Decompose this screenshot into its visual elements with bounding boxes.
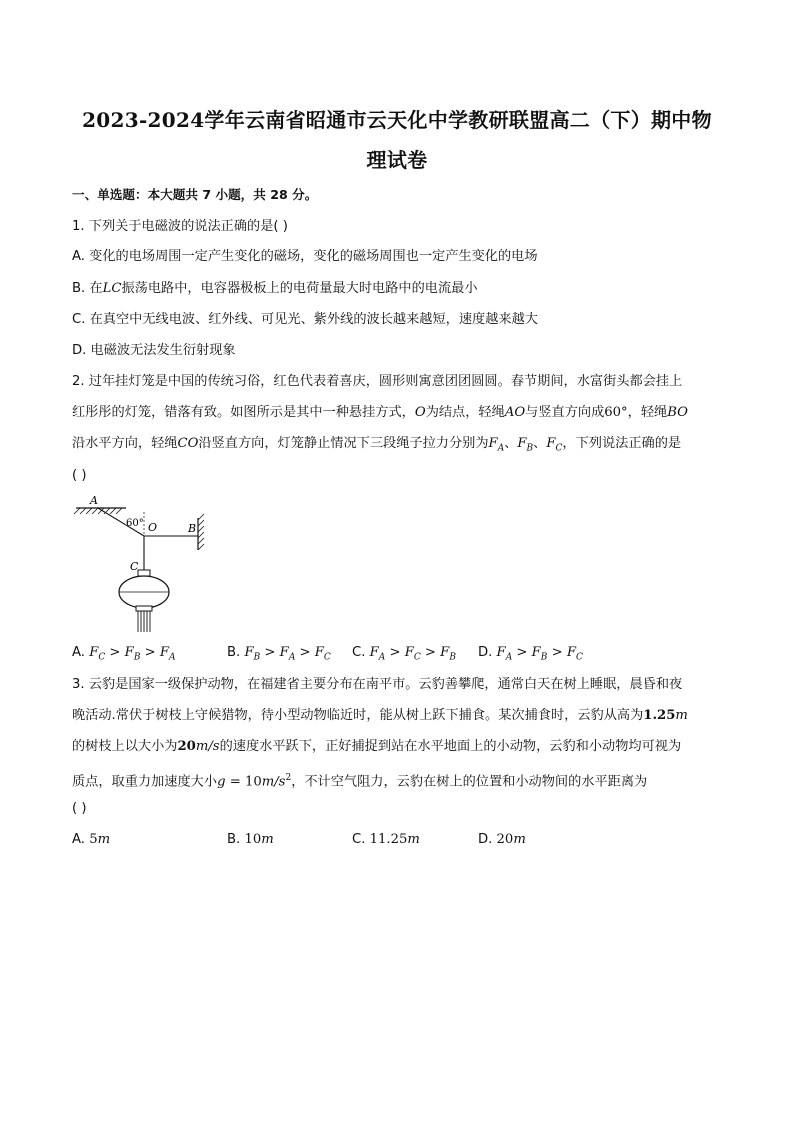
label-a: A (90, 494, 98, 507)
force-symbol: F (440, 645, 450, 660)
q3-text: 质点，取重力加速度大小 (72, 774, 218, 790)
force-symbol: F (89, 645, 99, 660)
q2-rope-bo-symbol: BO (667, 405, 688, 420)
q3-option-d-label: D. (478, 832, 497, 847)
q3-option-c (352, 830, 420, 850)
label-o: O (148, 521, 158, 534)
force-subscript: C (413, 652, 421, 663)
force-symbol: F (369, 645, 379, 660)
q2-knot-symbol: O (414, 405, 426, 420)
lantern-diagram (70, 490, 220, 640)
q3-gravity-symbol: g (217, 774, 226, 790)
q3-stem-line4 (72, 768, 647, 792)
force-subscript: C (576, 652, 583, 663)
q3-text: 晚活动.常伏于树枝上守候猎物，待小型动物临近时，能从树上跃下捕食。某次捕食时，云豹从高为 (72, 708, 644, 723)
q3-option-a-unit: m (97, 832, 111, 847)
q2-option-d-label: D. (478, 645, 497, 660)
q3-option-a-label: A. (72, 832, 90, 847)
q2-option-a (72, 643, 176, 668)
q3-option-d-unit: m (513, 832, 526, 847)
force-subscript: B (133, 652, 141, 663)
q3-option-a (72, 830, 110, 850)
gt-sign: > (512, 645, 532, 660)
gt-sign: > (420, 645, 441, 660)
exam-title-line2: 理试卷 (366, 148, 428, 172)
q2-text: 、 (533, 436, 547, 451)
q2-text: ，下列说法正确的是 (562, 436, 682, 451)
q2-force-symbol: F (517, 436, 527, 451)
q2-text: 红彤彤的灯笼，错落有致。如图所示是其中一种悬挂方式， (72, 405, 415, 420)
q3-stem-line1: 3. 云豹是国家一级保护动物，在福建省主要分布在南平市。云豹善攀爬，通常白天在树上睡眠，晨昏和夜 (72, 677, 683, 692)
q2-option-a-label: A. (72, 645, 90, 660)
q2-stem-line1: 2. 过年挂灯笼是中国的传统习俗，红色代表着喜庆，圆形则寓意团团圆圆。春节期间，水富街头都会挂上 (72, 374, 683, 389)
force-symbol: F (279, 645, 289, 660)
force-symbol: F (531, 645, 541, 660)
q2-answer-bracket: ( ) (72, 468, 87, 483)
q2-force-subscript: A (497, 443, 505, 454)
q3-text: 的速度水平跃下，正好捕捉到站在水平地面上的小动物，云豹和小动物均可视为 (219, 739, 682, 754)
force-subscript: C (98, 652, 106, 663)
force-subscript: B (540, 652, 548, 663)
q2-text: 、 (504, 436, 518, 451)
force-subscript: A (288, 652, 296, 663)
force-subscript: B (449, 652, 456, 663)
q3-height-unit: m (675, 708, 688, 723)
label-angle: 60° (126, 518, 144, 529)
q3-option-c-value: 11.25 (369, 832, 408, 847)
q1-option-b-pre: B. 在 (72, 281, 103, 296)
q1-lc-symbol: LC (102, 281, 122, 296)
force-subscript: A (505, 652, 513, 663)
q1-option-b-post: 振荡电路中，电容器极板上的电荷量最大时电路中的电流最小 (121, 281, 478, 296)
q2-stem-line2 (72, 403, 688, 423)
q3-text: 的树枝上以大小为 (72, 739, 178, 754)
q2-option-c-label: C. (352, 645, 370, 660)
label-b: B (188, 522, 197, 535)
q3-option-c-unit: m (407, 832, 420, 847)
q2-rope-ao-symbol: AO (504, 405, 526, 420)
q3-option-b-label: B. (227, 832, 245, 847)
q2-text: 沿竖直方向，灯笼静止情况下三段绳子拉力分别为 (198, 436, 489, 451)
lantern-tassels (138, 611, 150, 632)
q2-option-b-label: B. (227, 645, 245, 660)
q2-rope-co-symbol: CO (177, 436, 199, 451)
q3-option-d (478, 830, 526, 850)
q2-stem-line3 (72, 434, 681, 459)
q3-option-b-value: 10 (244, 832, 262, 847)
q3-option-a-value: 5 (89, 832, 98, 847)
gt-sign: > (385, 645, 405, 660)
force-symbol: F (566, 645, 577, 660)
force-symbol: F (244, 645, 254, 660)
q3-gravity-exponent: 2 (285, 773, 292, 783)
q3-option-b-unit: m (261, 832, 274, 847)
ceiling-hatching (74, 508, 122, 514)
force-symbol: F (124, 645, 134, 660)
q3-stem-line3 (72, 737, 681, 757)
gt-sign: > (140, 645, 160, 660)
q2-force-symbol: F (488, 436, 498, 451)
force-symbol: F (404, 645, 414, 660)
q2-text: ，轻绳 (627, 405, 668, 420)
q3-text: ，不计空气阻力，云豹在树上的位置和小动物间的水平距离为 (291, 774, 648, 790)
force-subscript: B (253, 652, 261, 663)
q3-option-d-value: 20 (496, 832, 514, 847)
lantern-cap (138, 570, 150, 576)
force-symbol: F (314, 645, 324, 660)
force-subscript: A (378, 652, 386, 663)
q3-answer-bracket: ( ) (72, 801, 87, 816)
q2-option-b (227, 643, 331, 668)
q2-force-symbol: F (546, 436, 556, 451)
exam-title-line1: 2023-2024学年云南省昭通市云天化中学教研联盟高二（下）期中物 (82, 108, 712, 132)
q2-force-subscript: C (555, 443, 563, 454)
q2-option-c (352, 643, 456, 668)
q3-height-value: 1.25 (643, 708, 676, 723)
q1-option-a: A. 变化的电场周围一定产生变化的磁场，变化的磁场周围也一定产生变化的电场 (72, 249, 538, 264)
q1-option-d: D. 电磁波无法发生衍射现象 (72, 343, 236, 358)
force-subscript: A (169, 652, 176, 663)
section-heading: 一、单选题：本大题共 7 小题，共 28 分。 (72, 187, 318, 202)
q3-gravity-unit: m/s (261, 774, 286, 790)
gt-sign: > (547, 645, 567, 660)
q3-option-b (227, 830, 274, 850)
q2-option-d (478, 643, 583, 668)
q2-text: 与竖直方向成 (525, 405, 605, 420)
gt-sign: > (260, 645, 280, 660)
gt-sign: > (105, 645, 125, 660)
q1-stem: 1. 下列关于电磁波的说法正确的是( ) (72, 219, 288, 234)
q3-option-c-label: C. (352, 832, 370, 847)
q3-speed-value: 20 (177, 739, 196, 754)
q2-force-subscript: B (526, 443, 534, 454)
q1-option-c: C. 在真空中无线电波、红外线、可见光、紫外线的波长越来越短，速度越来越大 (72, 312, 538, 327)
q3-stem-line2 (72, 706, 688, 726)
lantern-base (136, 606, 152, 611)
q1-option-b (72, 279, 478, 299)
wall-hatching (198, 514, 204, 550)
label-c: C (130, 560, 139, 573)
gt-sign: > (295, 645, 315, 660)
q3-speed-unit: m/s (195, 739, 220, 754)
q3-gravity-value: = 10 (225, 774, 262, 790)
q2-angle-value: 60° (604, 405, 628, 420)
force-subscript: C (323, 652, 331, 663)
q2-text: 为结点，轻绳 (425, 405, 505, 420)
q2-text: 沿水平方向，轻绳 (72, 436, 178, 451)
force-symbol: F (159, 645, 170, 660)
force-symbol: F (496, 645, 506, 660)
